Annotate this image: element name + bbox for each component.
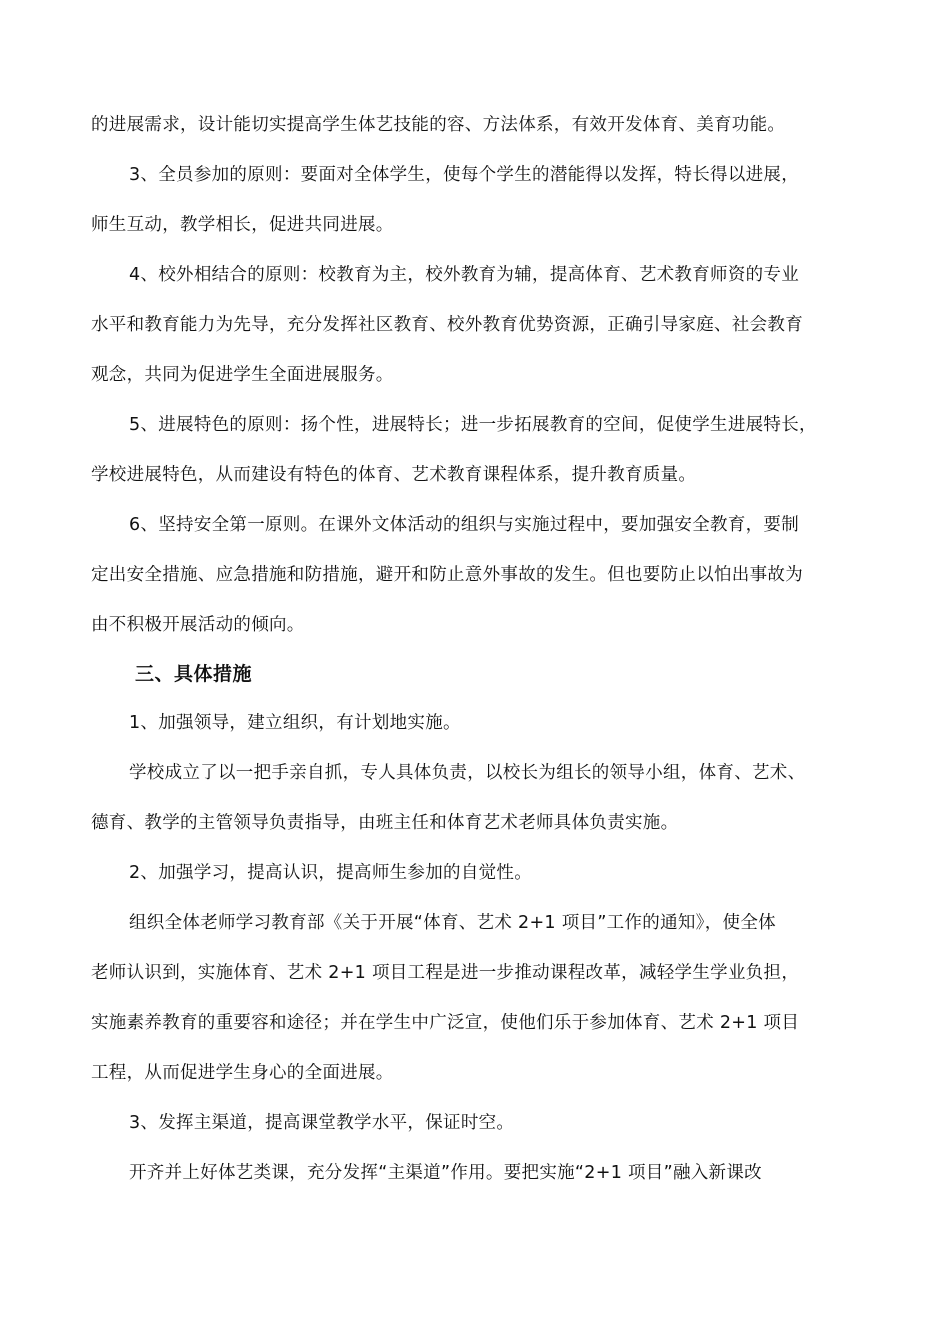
paragraph-line: 1、加强领导，建立组织，有计划地实施。 <box>129 713 461 733</box>
paragraph-line: 2、加强学习，提高认识，提高师生参加的自觉性。 <box>129 863 533 883</box>
section-heading: 三、具体措施 <box>135 663 253 685</box>
paragraph-line: 水平和教育能力为先导，充分发挥社区教育、校外教育优势资源，正确引导家庭、社会教育 <box>91 315 803 335</box>
paragraph-line: 开齐并上好体艺类课，充分发挥“主渠道”作用。要把实施“2+1 项目”融入新课改 <box>129 1163 762 1183</box>
paragraph-line: 师生互动，教学相长，促进共同进展。 <box>91 215 394 235</box>
paragraph-line: 学校成立了以一把手亲自抓，专人具体负责，以校长为组长的领导小组，体育、艺术、 <box>129 763 806 783</box>
paragraph-line: 实施素养教育的重要容和途径；并在学生中广泛宣，使他们乐于参加体育、艺术 2+1 项目 <box>91 1013 800 1033</box>
paragraph-line: 3、全员参加的原则：要面对全体学生，使每个学生的潜能得以发挥，特长得以进展， <box>129 165 800 185</box>
paragraph-line: 老师认识到，实施体育、艺术 2+1 项目工程是进一步推动课程改革，减轻学生学业负担， <box>91 963 800 983</box>
paragraph-line: 学校进展特色，从而建设有特色的体育、艺术教育课程体系，提升教育质量。 <box>91 465 697 485</box>
paragraph-line: 定出安全措施、应急措施和防措施，避开和防止意外事故的发生。但也要防止以怕出事故为 <box>91 565 803 585</box>
paragraph-line: 德育、教学的主管领导负责指导，由班主任和体育艺术老师具体负责实施。 <box>91 813 679 833</box>
paragraph-line: 6、坚持安全第一原则。在课外文体活动的组织与实施过程中，要加强安全教育，要制 <box>129 515 800 535</box>
paragraph-line: 的进展需求，设计能切实提高学生体艺技能的容、方法体系，有效开发体育、美育功能。 <box>91 115 786 135</box>
paragraph-line: 由不积极开展活动的倾向。 <box>91 615 305 635</box>
paragraph-line: 组织全体老师学习教育部《关于开展“体育、艺术 2+1 项目”工作的通知》，使全体 <box>129 913 776 933</box>
paragraph-line: 观念，共同为促进学生全面进展服务。 <box>91 365 394 385</box>
paragraph-line: 4、校外相结合的原则：校教育为主，校外教育为辅，提高体育、艺术教育师资的专业 <box>129 265 800 285</box>
paragraph-line: 3、发挥主渠道，提高课堂教学水平，保证时空。 <box>129 1113 515 1133</box>
paragraph-line: 5、进展特色的原则：扬个性，进展特长；进一步拓展教育的空间，促使学生进展特长， <box>129 415 817 435</box>
paragraph-line: 工程，从而促进学生身心的全面进展。 <box>91 1063 394 1083</box>
